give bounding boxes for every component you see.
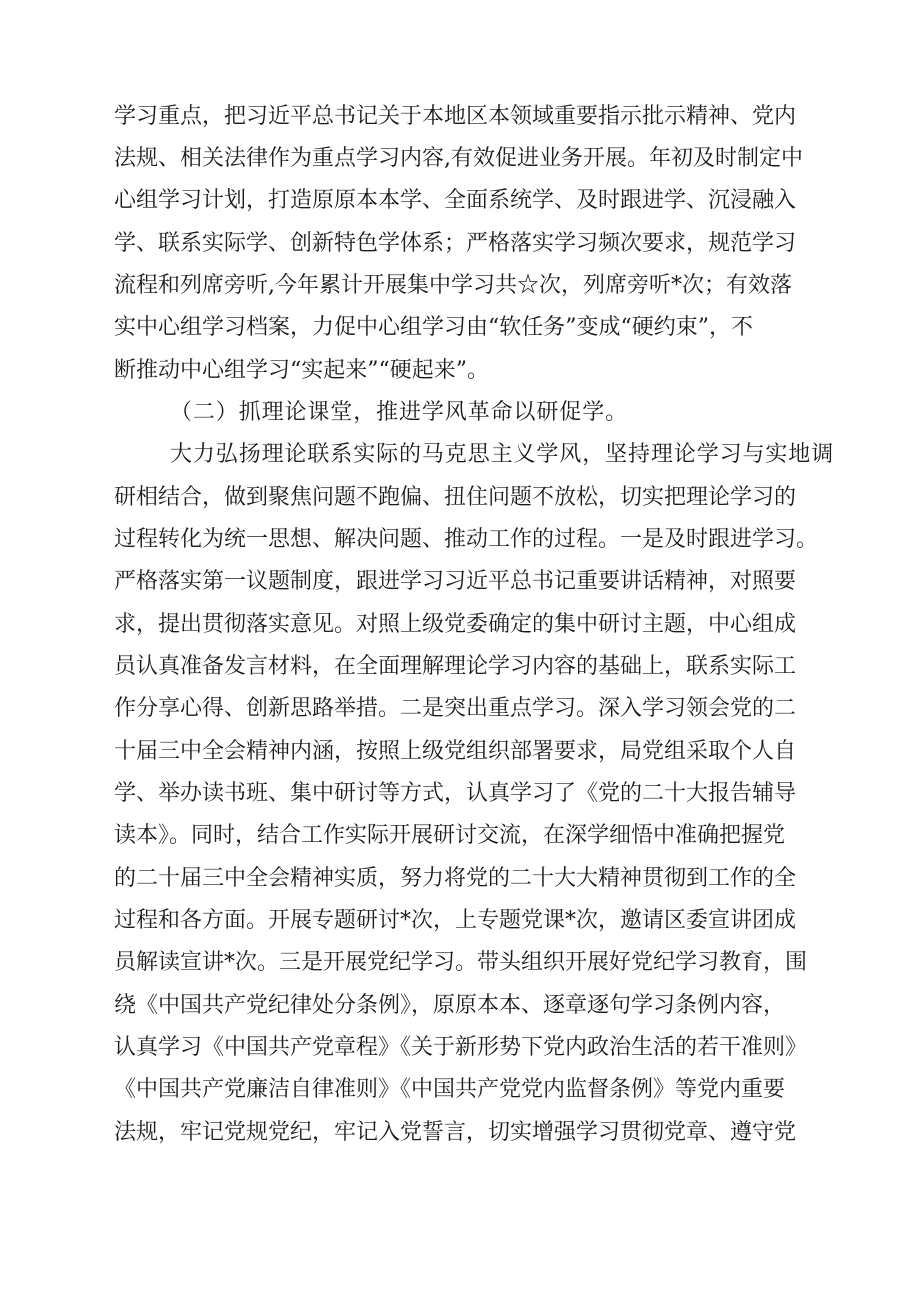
paragraph-line: 学、举办读书班、集中研讨等方式，认真学习了《党的二十大报告辅导: [114, 781, 797, 806]
paragraph-line: 读本》。同时，结合工作实际开展研讨交流，在深学细悟中准确把握党: [114, 823, 786, 848]
paragraph-line: 研相结合，做到聚焦问题不跑偏、扭住问题不放松，切实把理论学习的: [114, 485, 797, 510]
paragraph-line: 员解读宣讲*次。三是开展党纪学习。带头组织开展好党纪学习教育，围: [114, 950, 808, 975]
paragraph-line: 大力弘扬理论联系实际的马克思主义学风，坚持理论学习与实地调: [170, 442, 835, 467]
paragraph-line: 学习重点，把习近平总书记关于本地区本领域重要指示批示精神、党内: [114, 104, 797, 129]
paragraph-line: 《中国共产党廉洁自律准则》《中国共产党党内监督条例》等党内重要: [114, 1077, 786, 1102]
paragraph-line: 十届三中全会精神内涵，按照上级党组织部署要求，局党组采取个人自: [114, 739, 797, 764]
paragraph-line: 过程和各方面。开展专题研讨*次，上专题党课*次，邀请区委宣讲团成: [114, 908, 797, 933]
paragraph-line: 流程和列席旁听,今年累计开展集中学习共☆次，列席旁听*次；有效落: [114, 273, 792, 298]
paragraph-line: 心组学习计划，打造原原本本学、全面系统学、及时跟进学、沉浸融入: [114, 188, 797, 213]
paragraph-line: 员认真准备发言材料，在全面理解理论学习内容的基础上，联系实际工: [114, 654, 797, 679]
paragraph-line: 实中心组学习档案，力促中心组学习由“软任务”变成“硬约束”，不: [114, 315, 753, 340]
paragraph-line: 绕《中国共产党纪律处分条例》，原原本本、逐章逐句学习条例内容，: [114, 993, 786, 1018]
section-heading: （二）抓理论课堂，推进学风革命以研促学。: [170, 400, 629, 425]
paragraph-line: 求，提出贯彻落实意见。对照上级党委确定的集中研讨主题，中心组成: [114, 612, 797, 637]
paragraph-line: 作分享心得、创新思路举措。二是突出重点学习。深入学习领会党的二: [114, 696, 797, 721]
paragraph-line: 严格落实第一议题制度，跟进学习习近平总书记重要讲话精神，对照要: [114, 569, 797, 594]
paragraph-line: 法规，牢记党规党纪，牢记入党誓言，切实增强学习贯彻党章、遵守党: [114, 1120, 797, 1145]
paragraph-line: 认真学习《中国共产党章程》《关于新形势下党内政治生活的若干准则》: [114, 1035, 808, 1060]
paragraph-line: 断推动中心组学习“实起来”“硬起来”。: [114, 358, 489, 383]
paragraph-line: 法规、相关法律作为重点学习内容,有效促进业务开展。年初及时制定中: [114, 146, 803, 171]
paragraph-line: 学、联系实际学、创新特色学体系；严格落实学习频次要求，规范学习: [114, 231, 797, 256]
paragraph-line: 的二十届三中全会精神实质，努力将党的二十大大精神贯彻到工作的全: [114, 866, 797, 891]
paragraph-line: 过程转化为统一思想、解决问题、推动工作的过程。一是及时跟进学习。: [114, 527, 819, 552]
